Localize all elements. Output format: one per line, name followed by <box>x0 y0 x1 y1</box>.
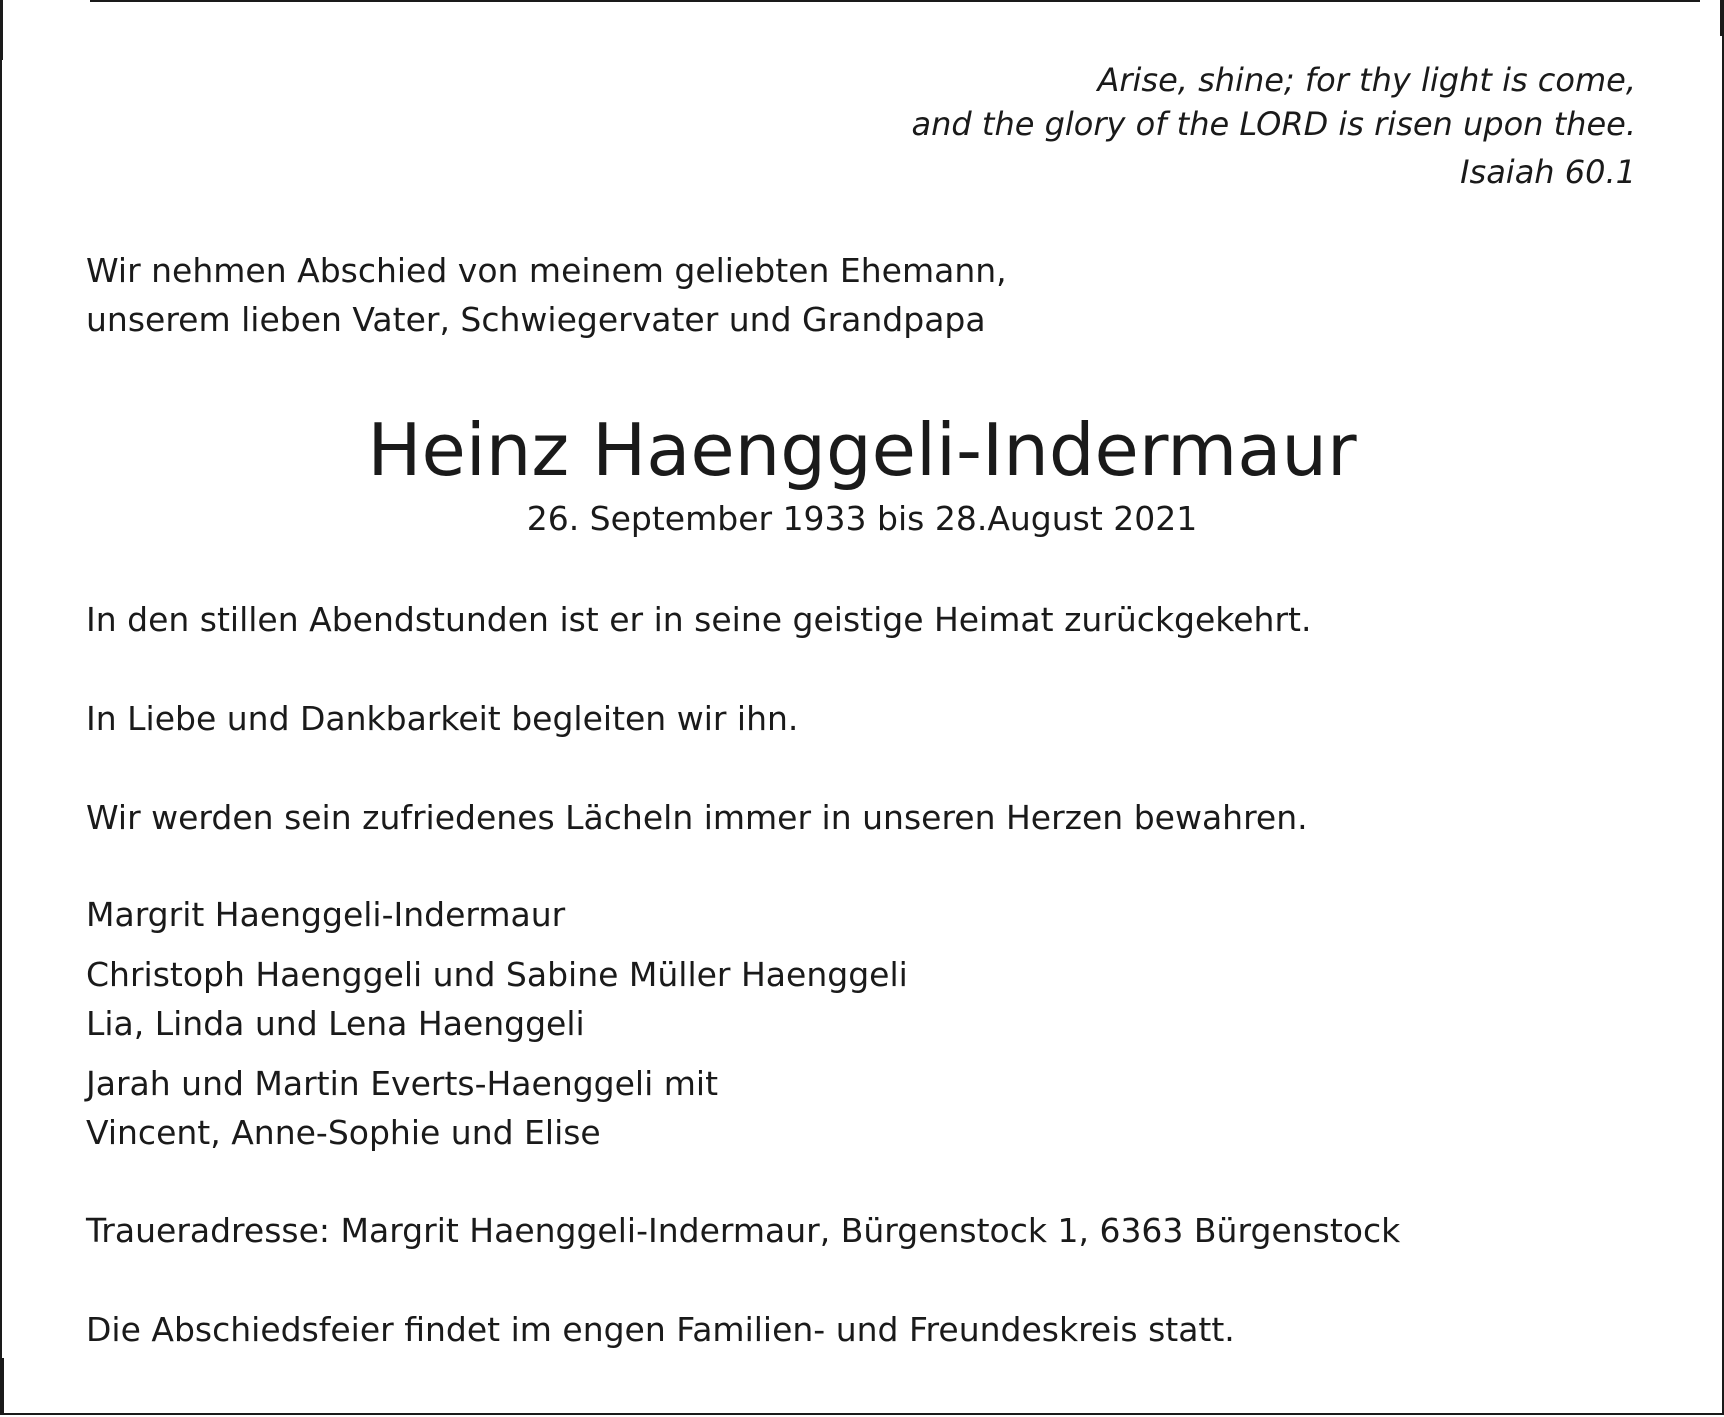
edge-mark <box>1720 0 1724 36</box>
intro-line-1: Wir nehmen Abschied von meinem geliebten Ehemann, <box>86 251 1007 290</box>
edge-mark <box>0 1358 4 1415</box>
family-son: Christoph Haenggeli und Sabine Müller Haenggeli <box>86 955 908 994</box>
verse-reference: Isaiah 60.1 <box>1460 153 1636 191</box>
intro-text <box>86 246 1007 344</box>
edge-mark <box>0 0 3 60</box>
family-grandchildren-1: Lia, Linda und Lena Haenggeli <box>86 1004 585 1043</box>
paragraph-3: Wir werden sein zufriedenes Lächeln immer in unseren Herzen bewahren. <box>86 798 1308 837</box>
life-dates: 26. September 1933 bis 28.August 2021 <box>526 499 1198 538</box>
family-spouse: Margrit Haenggeli-Indermaur <box>86 895 566 934</box>
bible-verse <box>912 58 1636 194</box>
ceremony-note: Die Abschiedsfeier findet im engen Familien- und Freundeskreis statt. <box>86 1310 1235 1349</box>
deceased-name: Heinz Haenggeli-Indermaur <box>367 408 1357 492</box>
intro-line-2: unserem lieben Vater, Schwiegervater und Grandpapa <box>86 300 986 339</box>
top-rule <box>90 0 1700 2</box>
verse-line-2: and the glory of the LORD is risen upon thee. <box>911 105 1636 143</box>
paragraph-1: In den stillen Abendstunden ist er in seine geistige Heimat zurückgekehrt. <box>86 600 1312 639</box>
mourning-address: Traueradresse: Margrit Haenggeli-Indermaur, Bürgenstock 1, 6363 Bürgenstock <box>86 1211 1401 1250</box>
verse-line-1: Arise, shine; for thy light is come, <box>1097 61 1636 99</box>
paragraph-2: In Liebe und Dankbarkeit begleiten wir ihn. <box>86 699 799 738</box>
family-grandchildren-2: Vincent, Anne-Sophie und Elise <box>86 1113 601 1152</box>
family-daughter: Jarah und Martin Everts-Haenggeli mit <box>86 1064 719 1103</box>
family-list <box>86 890 908 1157</box>
